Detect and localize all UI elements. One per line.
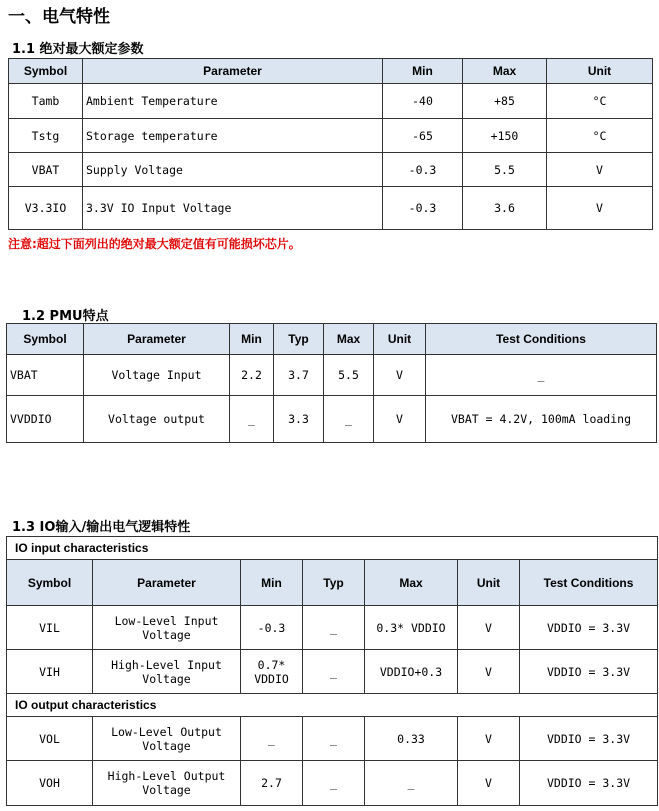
cell-symbol: Tstg <box>9 119 83 153</box>
header-test-conditions: Test Conditions <box>520 560 658 606</box>
cell-unit: V <box>458 717 520 761</box>
cell-min: -0.3 <box>383 187 463 230</box>
cell-symbol: VIH <box>7 650 93 694</box>
header-max: Max <box>365 560 458 606</box>
warning-note: 注意:超过下面列出的绝对最大额定值有可能损坏芯片。 <box>8 237 301 251</box>
cell-symbol: VOH <box>7 761 93 806</box>
cell-min: -0.3 <box>241 606 303 650</box>
cell-parameter: Voltage Input <box>84 355 230 396</box>
cell-min: 2.2 <box>230 355 274 396</box>
header-symbol: Symbol <box>9 59 83 84</box>
cell-min: -65 <box>383 119 463 153</box>
cell-unit: V <box>458 761 520 806</box>
header-parameter: Parameter <box>83 59 383 84</box>
header-max: Max <box>324 324 374 355</box>
cell-parameter: Low-Level Output Voltage <box>93 717 241 761</box>
section-heading-1-3: 1.3 IO输入/输出电气逻辑特性 <box>12 520 191 535</box>
cell-max: 0.3* VDDIO <box>365 606 458 650</box>
cell-max: 0.33 <box>365 717 458 761</box>
cell-test-conditions: VDDIO = 3.3V <box>520 761 658 806</box>
cell-min: _ <box>230 396 274 443</box>
cell-parameter: Storage temperature <box>83 119 383 153</box>
io-output-group-label: IO output characteristics <box>7 694 658 717</box>
cell-typ: _ <box>303 717 365 761</box>
table-row <box>7 761 658 806</box>
cell-max: 5.5 <box>463 153 547 187</box>
cell-typ: _ <box>303 650 365 694</box>
cell-max: VDDIO+0.3 <box>365 650 458 694</box>
cell-test-conditions: VDDIO = 3.3V <box>520 717 658 761</box>
cell-unit: V <box>374 396 426 443</box>
cell-max: +85 <box>463 84 547 119</box>
table-row <box>7 717 658 761</box>
cell-max: +150 <box>463 119 547 153</box>
cell-unit: V <box>374 355 426 396</box>
cell-symbol: VBAT <box>7 355 84 396</box>
table-row <box>7 650 658 694</box>
cell-unit: V <box>458 606 520 650</box>
header-symbol: Symbol <box>7 560 93 606</box>
cell-parameter: Supply Voltage <box>83 153 383 187</box>
header-unit: Unit <box>374 324 426 355</box>
cell-symbol: VVDDIO <box>7 396 84 443</box>
cell-parameter: Low-Level Input Voltage <box>93 606 241 650</box>
cell-min: 2.7 <box>241 761 303 806</box>
header-test-conditions: Test Conditions <box>426 324 657 355</box>
cell-typ: 3.3 <box>274 396 324 443</box>
cell-unit: V <box>547 153 653 187</box>
cell-max: _ <box>324 396 374 443</box>
cell-symbol: VOL <box>7 717 93 761</box>
cell-min: -0.3 <box>383 153 463 187</box>
absolute-max-ratings-table <box>8 58 653 230</box>
cell-symbol: Tamb <box>9 84 83 119</box>
cell-symbol: V3.3IO <box>9 187 83 230</box>
io-input-group-label: IO input characteristics <box>7 537 658 560</box>
table-row <box>9 153 653 187</box>
cell-unit: V <box>547 187 653 230</box>
header-parameter: Parameter <box>93 560 241 606</box>
header-unit: Unit <box>458 560 520 606</box>
cell-test-conditions: _ <box>426 355 657 396</box>
cell-test-conditions: VDDIO = 3.3V <box>520 606 658 650</box>
cell-typ: _ <box>303 606 365 650</box>
cell-min: -40 <box>383 84 463 119</box>
cell-max: 3.6 <box>463 187 547 230</box>
cell-parameter: High-Level Input Voltage <box>93 650 241 694</box>
io-logic-table <box>6 536 658 806</box>
table-row <box>7 606 658 650</box>
table-row <box>7 396 657 443</box>
header-symbol: Symbol <box>7 324 84 355</box>
cell-symbol: VBAT <box>9 153 83 187</box>
header-max: Max <box>463 59 547 84</box>
table-row <box>9 84 653 119</box>
header-typ: Typ <box>274 324 324 355</box>
cell-unit: °C <box>547 84 653 119</box>
cell-typ: 3.7 <box>274 355 324 396</box>
cell-test-conditions: VBAT = 4.2V, 100mA loading <box>426 396 657 443</box>
header-min: Min <box>230 324 274 355</box>
cell-parameter: Ambient Temperature <box>83 84 383 119</box>
table-row <box>9 119 653 153</box>
section-heading-1-2: 1.2 PMU特点 <box>22 309 109 324</box>
header-min: Min <box>383 59 463 84</box>
cell-max: _ <box>365 761 458 806</box>
cell-min: 0.7* VDDIO <box>241 650 303 694</box>
header-parameter: Parameter <box>84 324 230 355</box>
header-typ: Typ <box>303 560 365 606</box>
cell-unit: °C <box>547 119 653 153</box>
header-min: Min <box>241 560 303 606</box>
cell-parameter: 3.3V IO Input Voltage <box>83 187 383 230</box>
header-unit: Unit <box>547 59 653 84</box>
cell-max: 5.5 <box>324 355 374 396</box>
page-title: 一、电气特性 <box>8 7 110 27</box>
table-row <box>9 187 653 230</box>
cell-min: _ <box>241 717 303 761</box>
table-row <box>7 355 657 396</box>
cell-test-conditions: VDDIO = 3.3V <box>520 650 658 694</box>
section-heading-1-1: 1.1 绝对最大额定参数 <box>12 42 144 57</box>
cell-parameter: High-Level Output Voltage <box>93 761 241 806</box>
cell-parameter: Voltage output <box>84 396 230 443</box>
cell-symbol: VIL <box>7 606 93 650</box>
cell-unit: V <box>458 650 520 694</box>
cell-typ: _ <box>303 761 365 806</box>
pmu-table <box>6 323 657 443</box>
